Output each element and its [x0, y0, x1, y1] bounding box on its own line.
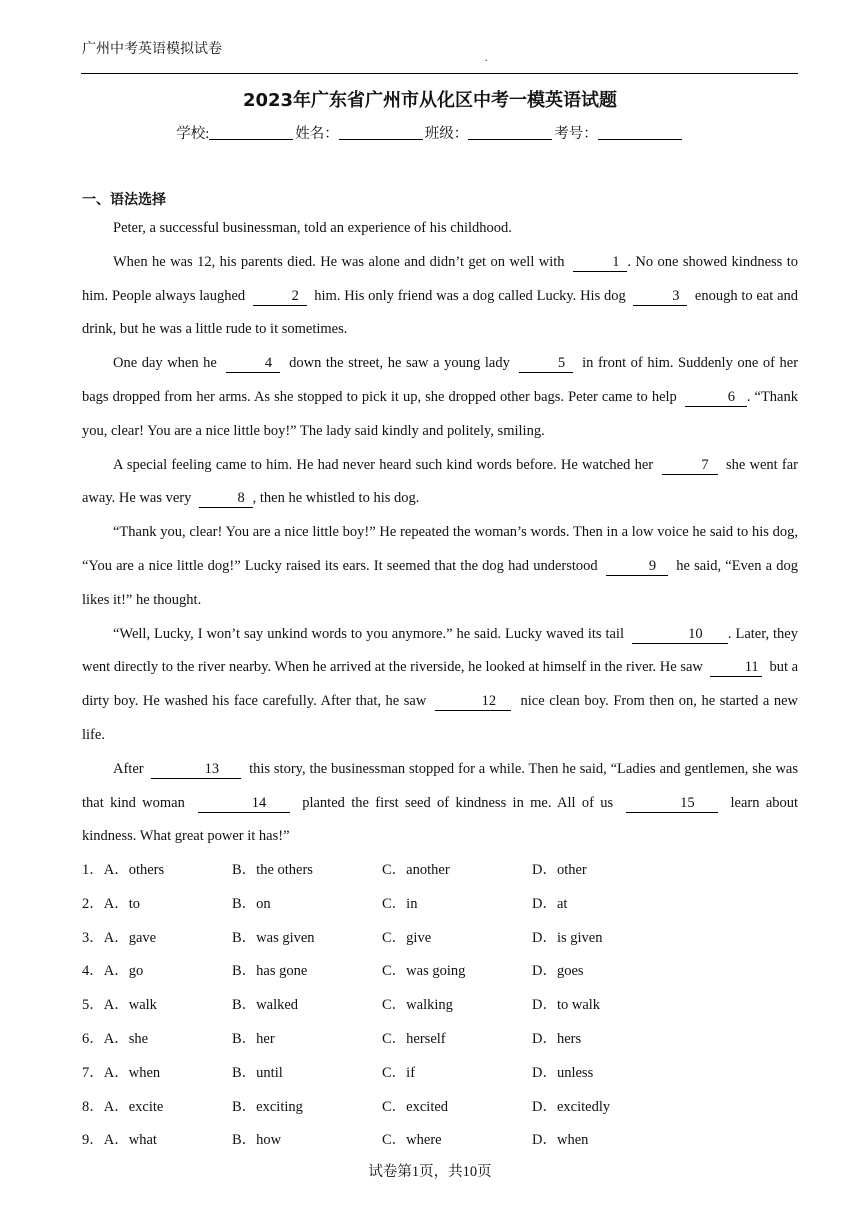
question-row: [82, 1025, 798, 1059]
question-row: [82, 1093, 798, 1127]
paragraph-text: this story, the businessman stopped for a while. Then he said, “Ladies and gentlemen, she was that kind woman: [82, 760, 799, 811]
paragraph-text: nice clean boy. From then on, he started a new life.: [82, 693, 799, 743]
header-divider: [81, 73, 798, 74]
paragraph-text: One day when he: [113, 355, 217, 372]
blank-13: 13: [151, 760, 241, 779]
paragraph-text: learn about kindness. What great power it has!”: [82, 794, 799, 845]
option-b: B．has gone: [232, 963, 308, 980]
paragraph-text: him. His only friend was a dog called Lucky. His dog: [314, 287, 626, 304]
paragraph-4: [82, 449, 798, 517]
section-heading: 一、语法选择: [82, 192, 166, 208]
paragraph-text: . Later, they went directly to the river nearby. When he arrived at the riverside, he looked at himself in the river. He saw: [82, 625, 798, 676]
question-row: [82, 957, 798, 991]
option-c: C．where: [382, 1132, 442, 1149]
name-blank: [339, 125, 423, 140]
option-c: C．give: [382, 929, 432, 946]
paragraph-text: she went far away. He was very: [82, 456, 799, 507]
blank-15: 15: [626, 794, 718, 813]
answer-options: [82, 856, 798, 1160]
paragraph-5: [82, 516, 798, 617]
option-c: C．in: [382, 895, 418, 912]
paragraph-text: After: [113, 760, 144, 777]
option-c: C．another: [382, 862, 450, 878]
option-b: B．until: [232, 1064, 283, 1081]
option-d: D．is given: [532, 929, 603, 946]
page-footer: 试卷第1页，共10页: [368, 1164, 492, 1180]
option-c: C．was going: [382, 963, 466, 980]
blank-1: 1: [573, 253, 627, 272]
option-d: D．at: [532, 895, 568, 912]
paragraph-text: . “Thank you, clear! You are a nice little boy!” The lady said kindly and politely, smiling.: [82, 388, 798, 439]
blank-8: 8: [199, 489, 253, 508]
question-number-and-option-a: [82, 1093, 163, 1121]
option-a: A．when: [103, 1064, 161, 1081]
paragraph-text: “Well, Lucky, I won’t say unkind words to you anymore.” he said. Lucky waved its tail: [113, 625, 624, 642]
option-a: A．walk: [103, 997, 157, 1014]
option-d: D．other: [532, 862, 587, 878]
question-number-and-option-a: [82, 957, 143, 985]
paragraph-text: in front of him. Suddenly one of her bags dropped from her arms. As she stopped to pick it up, she dropped other bags. Peter came to help: [82, 355, 799, 405]
option-b: B．exciting: [232, 1098, 303, 1115]
paragraph-2: [82, 246, 798, 347]
option-d: D．excitedly: [532, 1098, 611, 1115]
question-number-and-option-a: [82, 991, 157, 1019]
class-label: 班级：: [424, 126, 469, 142]
paragraph-text: When he was 12, his parents died. He was alone and didn’t get on well with: [113, 253, 565, 270]
option-c: C．if: [382, 1064, 416, 1081]
question-row: [82, 991, 798, 1025]
blank-9: 9: [606, 557, 668, 576]
blank-11: 11: [710, 658, 762, 677]
paragraph-1: [82, 212, 798, 246]
question-number-and-option-a: [82, 924, 156, 952]
question-number-and-option-a: [82, 890, 140, 918]
paragraph-3: [82, 347, 798, 448]
number-blank: [598, 125, 682, 140]
blank-14: 14: [198, 794, 290, 813]
paragraph-7: [82, 753, 798, 854]
school-label: 学校:: [176, 126, 210, 142]
question-row: [82, 1059, 798, 1093]
question-number: 1．: [82, 862, 104, 878]
option-b: B．was given: [232, 929, 315, 946]
option-a: A．to: [103, 895, 140, 912]
question-row: [82, 890, 798, 924]
school-blank: [209, 125, 293, 140]
blank-12: 12: [435, 692, 511, 711]
option-c: C．herself: [382, 1030, 446, 1047]
question-number-and-option-a: [82, 1126, 157, 1154]
option-d: D．when: [532, 1132, 589, 1149]
question-number: 6．: [82, 1030, 104, 1047]
option-c: C．walking: [382, 997, 453, 1014]
header-dot: .: [485, 53, 488, 64]
paragraph-text: Peter, a successful businessman, told an experience of his childhood.: [113, 220, 512, 236]
cloze-passage: [82, 212, 798, 854]
blank-6: 6: [685, 388, 747, 407]
option-a: A．excite: [103, 1098, 164, 1115]
option-d: D．to walk: [532, 997, 601, 1014]
paragraph-text: enough to eat and drink, but he was a little rude to it sometimes.: [82, 287, 799, 338]
paragraph-text: “Thank you, clear! You are a nice little boy!” He repeated the woman’s words. Then in a low voice he said to his dog, “You are a nice little dog!” Lucky raised its ears. It seemed that the dog had understood: [82, 524, 798, 574]
option-d: D．unless: [532, 1064, 594, 1081]
option-a: A．what: [103, 1132, 157, 1149]
blank-3: 3: [633, 287, 687, 306]
option-b: B．the others: [232, 862, 313, 878]
blank-2: 2: [253, 287, 307, 306]
option-c: C．excited: [382, 1098, 449, 1115]
question-number-and-option-a: [82, 1059, 160, 1087]
question-number-and-option-a: [82, 1025, 148, 1053]
paragraph-text: planted the first seed of kindness in me. All of us: [302, 794, 614, 811]
question-row: [82, 856, 798, 890]
option-a: A．go: [103, 963, 144, 980]
paragraph-text: down the street, he saw a young lady: [289, 355, 510, 372]
option-a: A．she: [103, 1030, 149, 1047]
class-blank: [468, 125, 552, 140]
question-number: 5．: [82, 997, 104, 1014]
question-number: 9．: [82, 1132, 104, 1149]
question-number: 7．: [82, 1064, 104, 1081]
question-number: 3．: [82, 929, 104, 946]
paragraph-6: [82, 618, 798, 753]
paragraph-text: A special feeling came to him. He had never heard such kind words before. He watched her: [113, 456, 654, 473]
blank-4: 4: [226, 354, 280, 373]
paragraph-text: , then he whistled to his dog.: [252, 490, 420, 507]
blank-5: 5: [519, 354, 573, 373]
question-number: 2．: [82, 895, 104, 912]
option-a: A．others: [103, 862, 165, 878]
question-number-and-option-a: [82, 856, 164, 884]
paragraph-text: but a dirty boy. He washed his face carefully. After that, he saw: [82, 659, 799, 710]
question-number: 8．: [82, 1098, 104, 1115]
option-a: A．gave: [103, 929, 157, 946]
student-info-line: [0, 122, 860, 143]
name-label: 姓名：: [295, 126, 339, 142]
blank-10: 10: [632, 625, 728, 644]
question-number: 4．: [82, 963, 104, 980]
paragraph-text: . No one showed kindness to him. People always laughed: [82, 253, 798, 304]
option-b: B．how: [232, 1132, 282, 1149]
page-title: 2023年广东省广州市从化区中考一模英语试题: [242, 90, 618, 111]
option-b: B．on: [232, 895, 271, 912]
option-d: D．goes: [532, 963, 584, 980]
option-d: D．hers: [532, 1030, 582, 1047]
blank-7: 7: [662, 456, 718, 475]
option-b: B．walked: [232, 997, 299, 1014]
question-row: [82, 1126, 798, 1160]
running-header: 广州中考英语模拟试卷: [82, 42, 222, 57]
option-b: B．her: [232, 1030, 275, 1047]
number-label: 考号：: [554, 126, 598, 142]
question-row: [82, 924, 798, 958]
paragraph-text: he said, “Even a dog likes it!” he thought.: [82, 557, 798, 608]
